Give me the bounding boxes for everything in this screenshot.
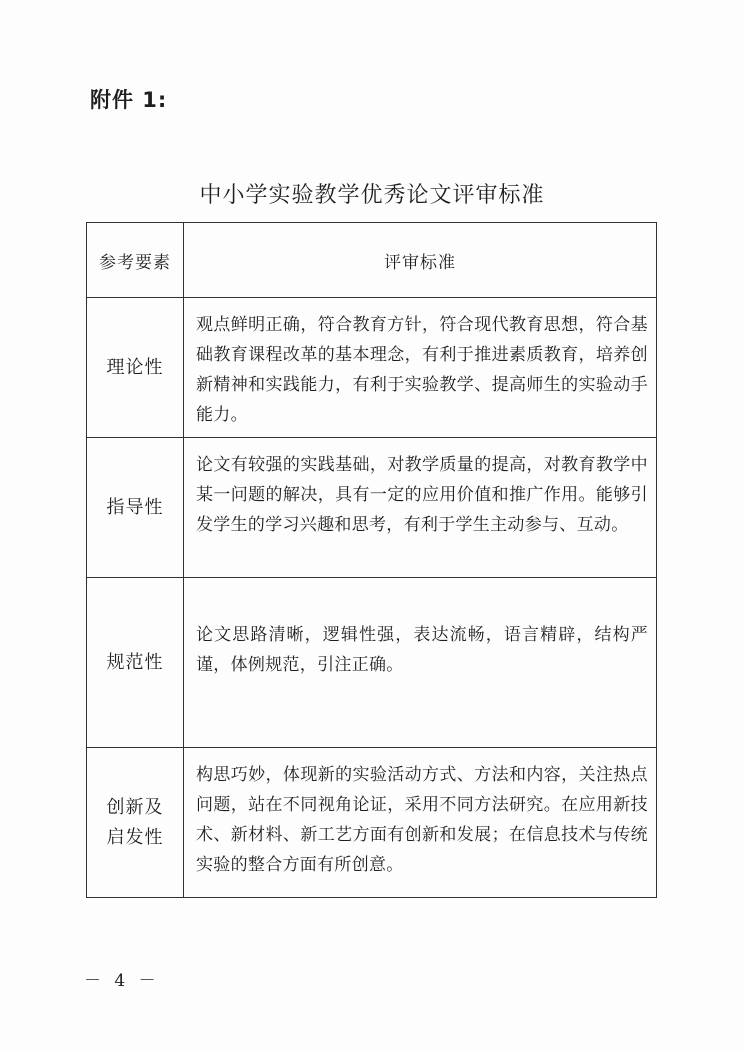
table-row	[87, 578, 657, 748]
criteria-table	[86, 222, 657, 898]
table-header-row	[87, 223, 657, 298]
table-row	[87, 298, 657, 438]
standard-cell: 论文有较强的实践基础，对教学质量的提高，对教育教学中某一问题的解决，具有一定的应用价值和推广作用。能够引发学生的学习兴趣和思考，有利于学生主动参与、互动。	[184, 438, 657, 578]
table-row	[87, 748, 657, 898]
page-number: － 4 －	[84, 971, 160, 991]
factor-cell: 创新及启发性	[87, 748, 184, 898]
table-row	[87, 438, 657, 578]
factor-cell: 理论性	[87, 298, 184, 438]
column-header-standard: 评审标准	[184, 223, 657, 298]
standard-cell: 论文思路清晰，逻辑性强，表达流畅，语言精辟，结构严谨，体例规范，引注正确。	[184, 578, 657, 748]
attachment-label: 附件 1:	[90, 88, 168, 112]
standard-cell: 构思巧妙，体现新的实验活动方式、方法和内容，关注热点问题，站在不同视角论证，采用不同方法研究。在应用新技术、新材料、新工艺方面有创新和发展；在信息技术与传统实验的整合方面有所创意。	[184, 748, 657, 898]
factor-cell: 指导性	[87, 438, 184, 578]
factor-cell: 规范性	[87, 578, 184, 748]
column-header-factor: 参考要素	[87, 223, 184, 298]
standard-cell: 观点鲜明正确，符合教育方针，符合现代教育思想，符合基础教育课程改革的基本理念，有利于推进素质教育，培养创新精神和实践能力，有利于实验教学、提高师生的实验动手能力。	[184, 298, 657, 438]
document-title: 中小学实验教学优秀论文评审标准	[199, 183, 545, 208]
